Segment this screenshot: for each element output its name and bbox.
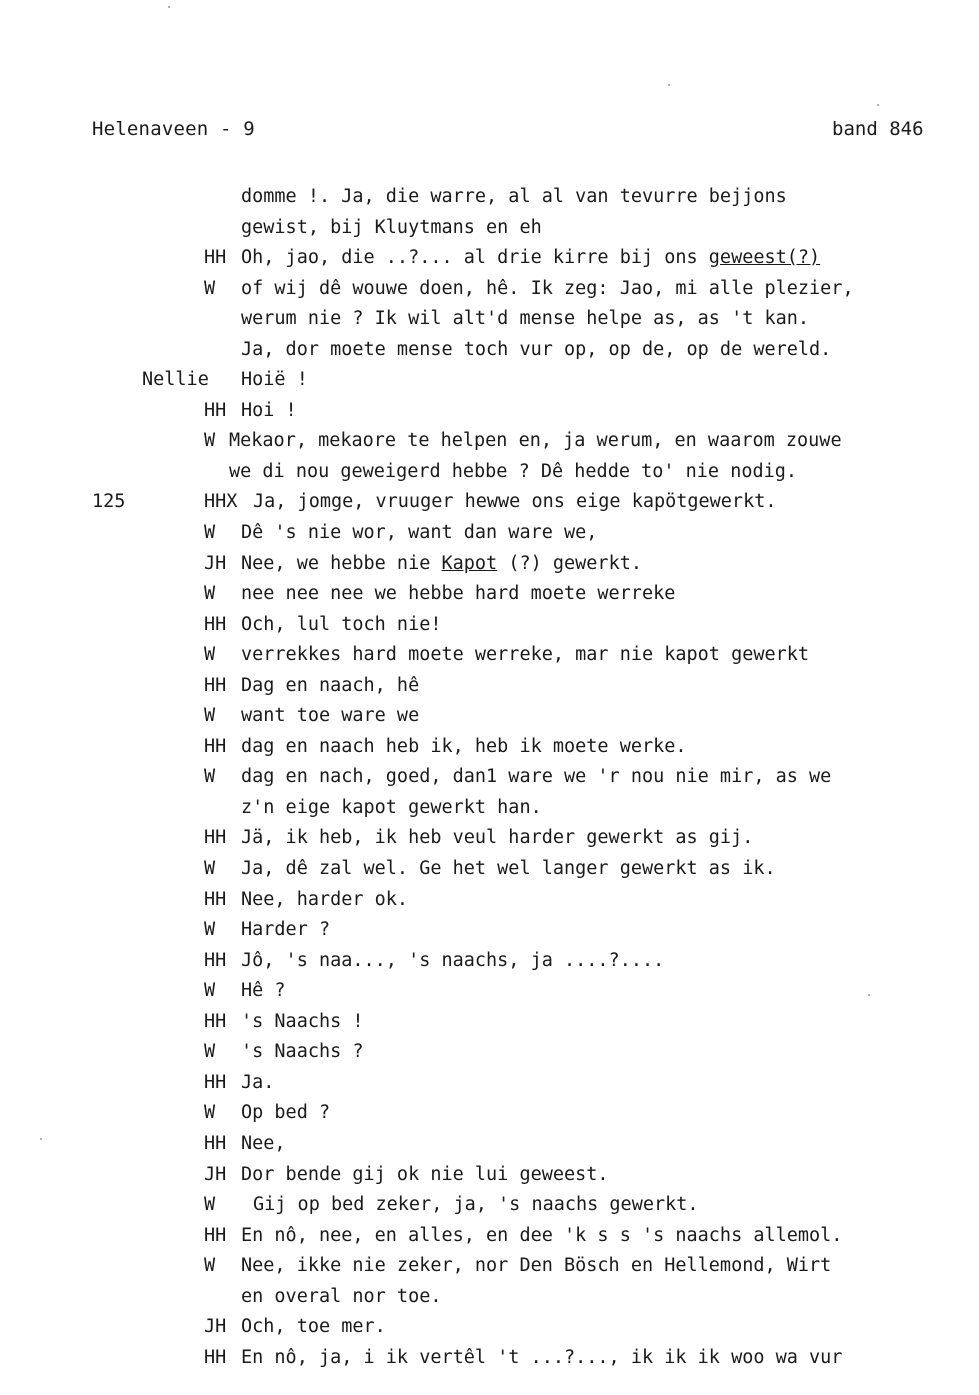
speaker-label: HHX — [204, 491, 238, 513]
utterance-segment: 's Naachs ? — [241, 1041, 364, 1063]
transcript-line — [0, 182, 979, 213]
underlined-word: Kapot — [441, 552, 498, 574]
utterance-text — [241, 701, 419, 732]
speaker-label: W — [204, 919, 216, 941]
speaker-label: HH — [204, 613, 227, 635]
speaker-label: W — [204, 1255, 216, 1277]
speaker-label: JH — [204, 1163, 227, 1185]
utterance-segment: 's Naachs ! — [241, 1010, 364, 1032]
utterance-segment: domme !. Ja, die warre, al al van tevurre bejjons — [241, 186, 787, 207]
transcript-line — [0, 915, 979, 946]
speaker-label: HH — [204, 888, 227, 910]
speaker-label: HH — [204, 1346, 227, 1368]
utterance-segment: Hê ? — [241, 980, 286, 1002]
transcript-line — [0, 304, 979, 335]
utterance-text — [241, 732, 687, 763]
utterance-segment: Jä, ik heb, ik heb veul harder gewerkt as gij. — [241, 827, 754, 849]
utterance-segment: Mekaor, mekaore te helpen en, ja werum, en waarom zouwe — [229, 430, 842, 452]
utterance-segment: en overal nor toe. — [241, 1285, 442, 1307]
utterance-segment: of wij dê wouwe doen, hê. Ik zeg: Jao, mi alle plezier, — [241, 277, 854, 299]
speaker-label: HH — [204, 399, 227, 421]
utterance-text — [241, 274, 854, 305]
utterance-text — [241, 671, 419, 702]
utterance-text — [241, 549, 642, 580]
scan-speck — [40, 1138, 42, 1140]
utterance-text — [241, 823, 753, 854]
utterance-segment: Ja. — [241, 1071, 275, 1093]
transcript-line — [0, 1343, 979, 1374]
utterance-text — [241, 518, 597, 549]
speaker-label: HH — [204, 1010, 227, 1032]
utterance-text — [241, 762, 831, 793]
utterance-segment: Op bed ? — [241, 1102, 331, 1124]
speaker-label: W — [204, 277, 216, 299]
utterance-segment: Nee, ikke nie zeker, nor Den Bösch en Hellemond, Wirt — [241, 1255, 832, 1277]
utterance-text — [241, 182, 787, 213]
speaker-label: W — [204, 583, 216, 605]
transcript-line — [0, 487, 979, 518]
utterance-segment: verrekkes hard moete werreke, mar nie kapot gewerkt — [241, 644, 810, 666]
utterance-text — [241, 579, 675, 610]
utterance-segment: Harder ? — [241, 919, 331, 941]
scan-speck — [168, 6, 170, 8]
utterance-text — [229, 457, 797, 488]
utterance-text — [241, 1098, 330, 1129]
transcript-line — [0, 976, 979, 1007]
transcript-line — [0, 885, 979, 916]
utterance-segment: Ja, jomge, vruuger hewwe ons eige kapötgewerkt. — [253, 491, 777, 513]
utterance-text — [241, 1007, 364, 1038]
scan-speck — [868, 994, 870, 996]
utterance-text — [241, 976, 286, 1007]
utterance-segment: Nee, — [241, 1132, 286, 1154]
utterance-text — [253, 1190, 699, 1221]
utterance-text — [241, 885, 408, 916]
utterance-segment: Nee, harder ok. — [241, 888, 409, 910]
utterance-text — [241, 610, 441, 641]
transcript-line — [0, 793, 979, 824]
transcript-line — [0, 274, 979, 305]
transcript-line — [0, 1160, 979, 1191]
utterance-segment: Gij op bed zeker, ja, 's naachs gewerkt. — [253, 1194, 699, 1216]
speaker-label: W — [204, 766, 216, 788]
scan-speck — [877, 104, 879, 106]
utterance-text — [241, 1037, 364, 1068]
transcript-line — [0, 1282, 979, 1313]
utterance-text — [241, 1343, 842, 1374]
transcript-body — [0, 182, 979, 1373]
speaker-label: W — [204, 980, 216, 1002]
utterance-text — [241, 915, 330, 946]
utterance-segment: Hoië ! — [241, 369, 308, 391]
transcript-line — [0, 1129, 979, 1160]
speaker-label: W — [204, 1102, 216, 1124]
utterance-text — [241, 335, 831, 366]
transcript-line — [0, 823, 979, 854]
speaker-label: HH — [204, 674, 227, 696]
utterance-segment: want toe ware we — [241, 705, 420, 727]
utterance-text — [241, 793, 542, 824]
utterance-segment: Och, lul toch nie! — [241, 613, 442, 635]
speaker-label: W — [204, 858, 216, 880]
speaker-label: HH — [204, 827, 227, 849]
utterance-text — [241, 213, 542, 244]
transcript-line — [0, 640, 979, 671]
utterance-segment: z'n eige kapot gewerkt han. — [241, 796, 542, 818]
utterance-segment: gewist, bij Kluytmans en eh — [241, 216, 542, 238]
utterance-segment: Jô, 's naa..., 's naachs, ja ....?.... — [241, 949, 665, 971]
line-number: 125 — [92, 491, 126, 513]
utterance-segment: nee nee nee we hebbe hard moete werreke — [241, 583, 676, 605]
speaker-label: W — [204, 705, 216, 727]
speaker-label: W — [204, 1194, 216, 1216]
speaker-label: Nellie — [142, 369, 209, 391]
transcript-line — [0, 335, 979, 366]
utterance-segment: Ja, dor moete mense toch vur op, op de, op de wereld. — [241, 338, 832, 360]
utterance-segment: dag en naach heb ik, heb ik moete werke. — [241, 735, 687, 757]
speaker-label: JH — [204, 1316, 227, 1338]
utterance-text — [241, 1160, 609, 1191]
utterance-segment: Ja, dê zal wel. Ge het wel langer gewerkt as ik. — [241, 858, 776, 880]
transcript-line — [0, 457, 979, 488]
transcript-line — [0, 610, 979, 641]
transcript-line — [0, 549, 979, 580]
speaker-label: W — [204, 644, 216, 666]
transcript-line — [0, 671, 979, 702]
speaker-label: W — [204, 430, 216, 452]
transcript-line — [0, 243, 979, 274]
utterance-text — [229, 426, 842, 457]
utterance-text — [253, 487, 776, 518]
utterance-text — [241, 365, 308, 396]
transcript-line — [0, 426, 979, 457]
transcript-line — [0, 518, 979, 549]
utterance-text — [241, 640, 809, 671]
speaker-label: HH — [204, 1224, 227, 1246]
utterance-segment: En nô, nee, en alles, en dee 'k s s 's naachs allemol. — [241, 1224, 843, 1246]
transcript-line — [0, 701, 979, 732]
utterance-segment: En nô, ja, i ik vertêl 't ...?..., ik ik ik woo wa vur — [241, 1346, 843, 1368]
utterance-segment: werum nie ? Ik wil alt'd mense helpe as, as 't kan. — [241, 308, 810, 330]
utterance-segment: (?) gewerkt. — [497, 552, 642, 574]
utterance-text — [241, 854, 776, 885]
utterance-text — [241, 243, 820, 274]
speaker-label: W — [204, 1041, 216, 1063]
transcript-line — [0, 396, 979, 427]
utterance-segment: Och, toe mer. — [241, 1316, 386, 1338]
speaker-label: HH — [204, 247, 227, 269]
utterance-text — [241, 1068, 274, 1099]
transcript-line — [0, 1190, 979, 1221]
utterance-text — [241, 946, 664, 977]
speaker-label: HH — [204, 735, 227, 757]
transcript-line — [0, 1037, 979, 1068]
transcript-line — [0, 1221, 979, 1252]
utterance-segment: Nee, we hebbe nie — [241, 552, 442, 574]
utterance-segment: Dag en naach, hê — [241, 674, 420, 696]
speaker-label: JH — [204, 552, 227, 574]
transcript-line — [0, 579, 979, 610]
speaker-label: HH — [204, 949, 227, 971]
utterance-text — [241, 304, 809, 335]
transcript-line — [0, 1068, 979, 1099]
transcript-line — [0, 1007, 979, 1038]
transcript-line — [0, 946, 979, 977]
scan-speck — [668, 84, 670, 86]
utterance-text — [241, 1129, 286, 1160]
underlined-word: geweest(?) — [708, 247, 821, 269]
page-header-title: Helenaveen - 9 — [92, 118, 255, 140]
utterance-text — [241, 396, 297, 427]
transcript-line — [0, 1098, 979, 1129]
speaker-label: HH — [204, 1132, 227, 1154]
utterance-segment: Oh, jao, die ..?... al drie kirre bij ons — [241, 247, 709, 269]
utterance-text — [241, 1251, 831, 1282]
transcript-line — [0, 213, 979, 244]
transcript-line — [0, 1251, 979, 1282]
transcript-line — [0, 732, 979, 763]
speaker-label: HH — [204, 1071, 227, 1093]
speaker-label: W — [204, 522, 216, 544]
transcript-line — [0, 365, 979, 396]
utterance-segment: Hoi ! — [241, 399, 297, 421]
utterance-segment: Dê 's nie wor, want dan ware we, — [241, 522, 598, 544]
transcript-line — [0, 1312, 979, 1343]
utterance-text — [241, 1282, 441, 1313]
utterance-segment: Dor bende gij ok nie lui geweest. — [241, 1163, 609, 1185]
transcript-line — [0, 762, 979, 793]
page-header-tape-number: band 846 — [832, 118, 924, 140]
utterance-segment: we di nou geweigerd hebbe ? Dê hedde to' nie nodig. — [229, 460, 798, 482]
utterance-text — [241, 1312, 386, 1343]
utterance-segment: dag en nach, goed, dan1 ware we 'r nou nie mir, as we — [241, 766, 832, 788]
utterance-text — [241, 1221, 842, 1252]
transcript-line — [0, 854, 979, 885]
